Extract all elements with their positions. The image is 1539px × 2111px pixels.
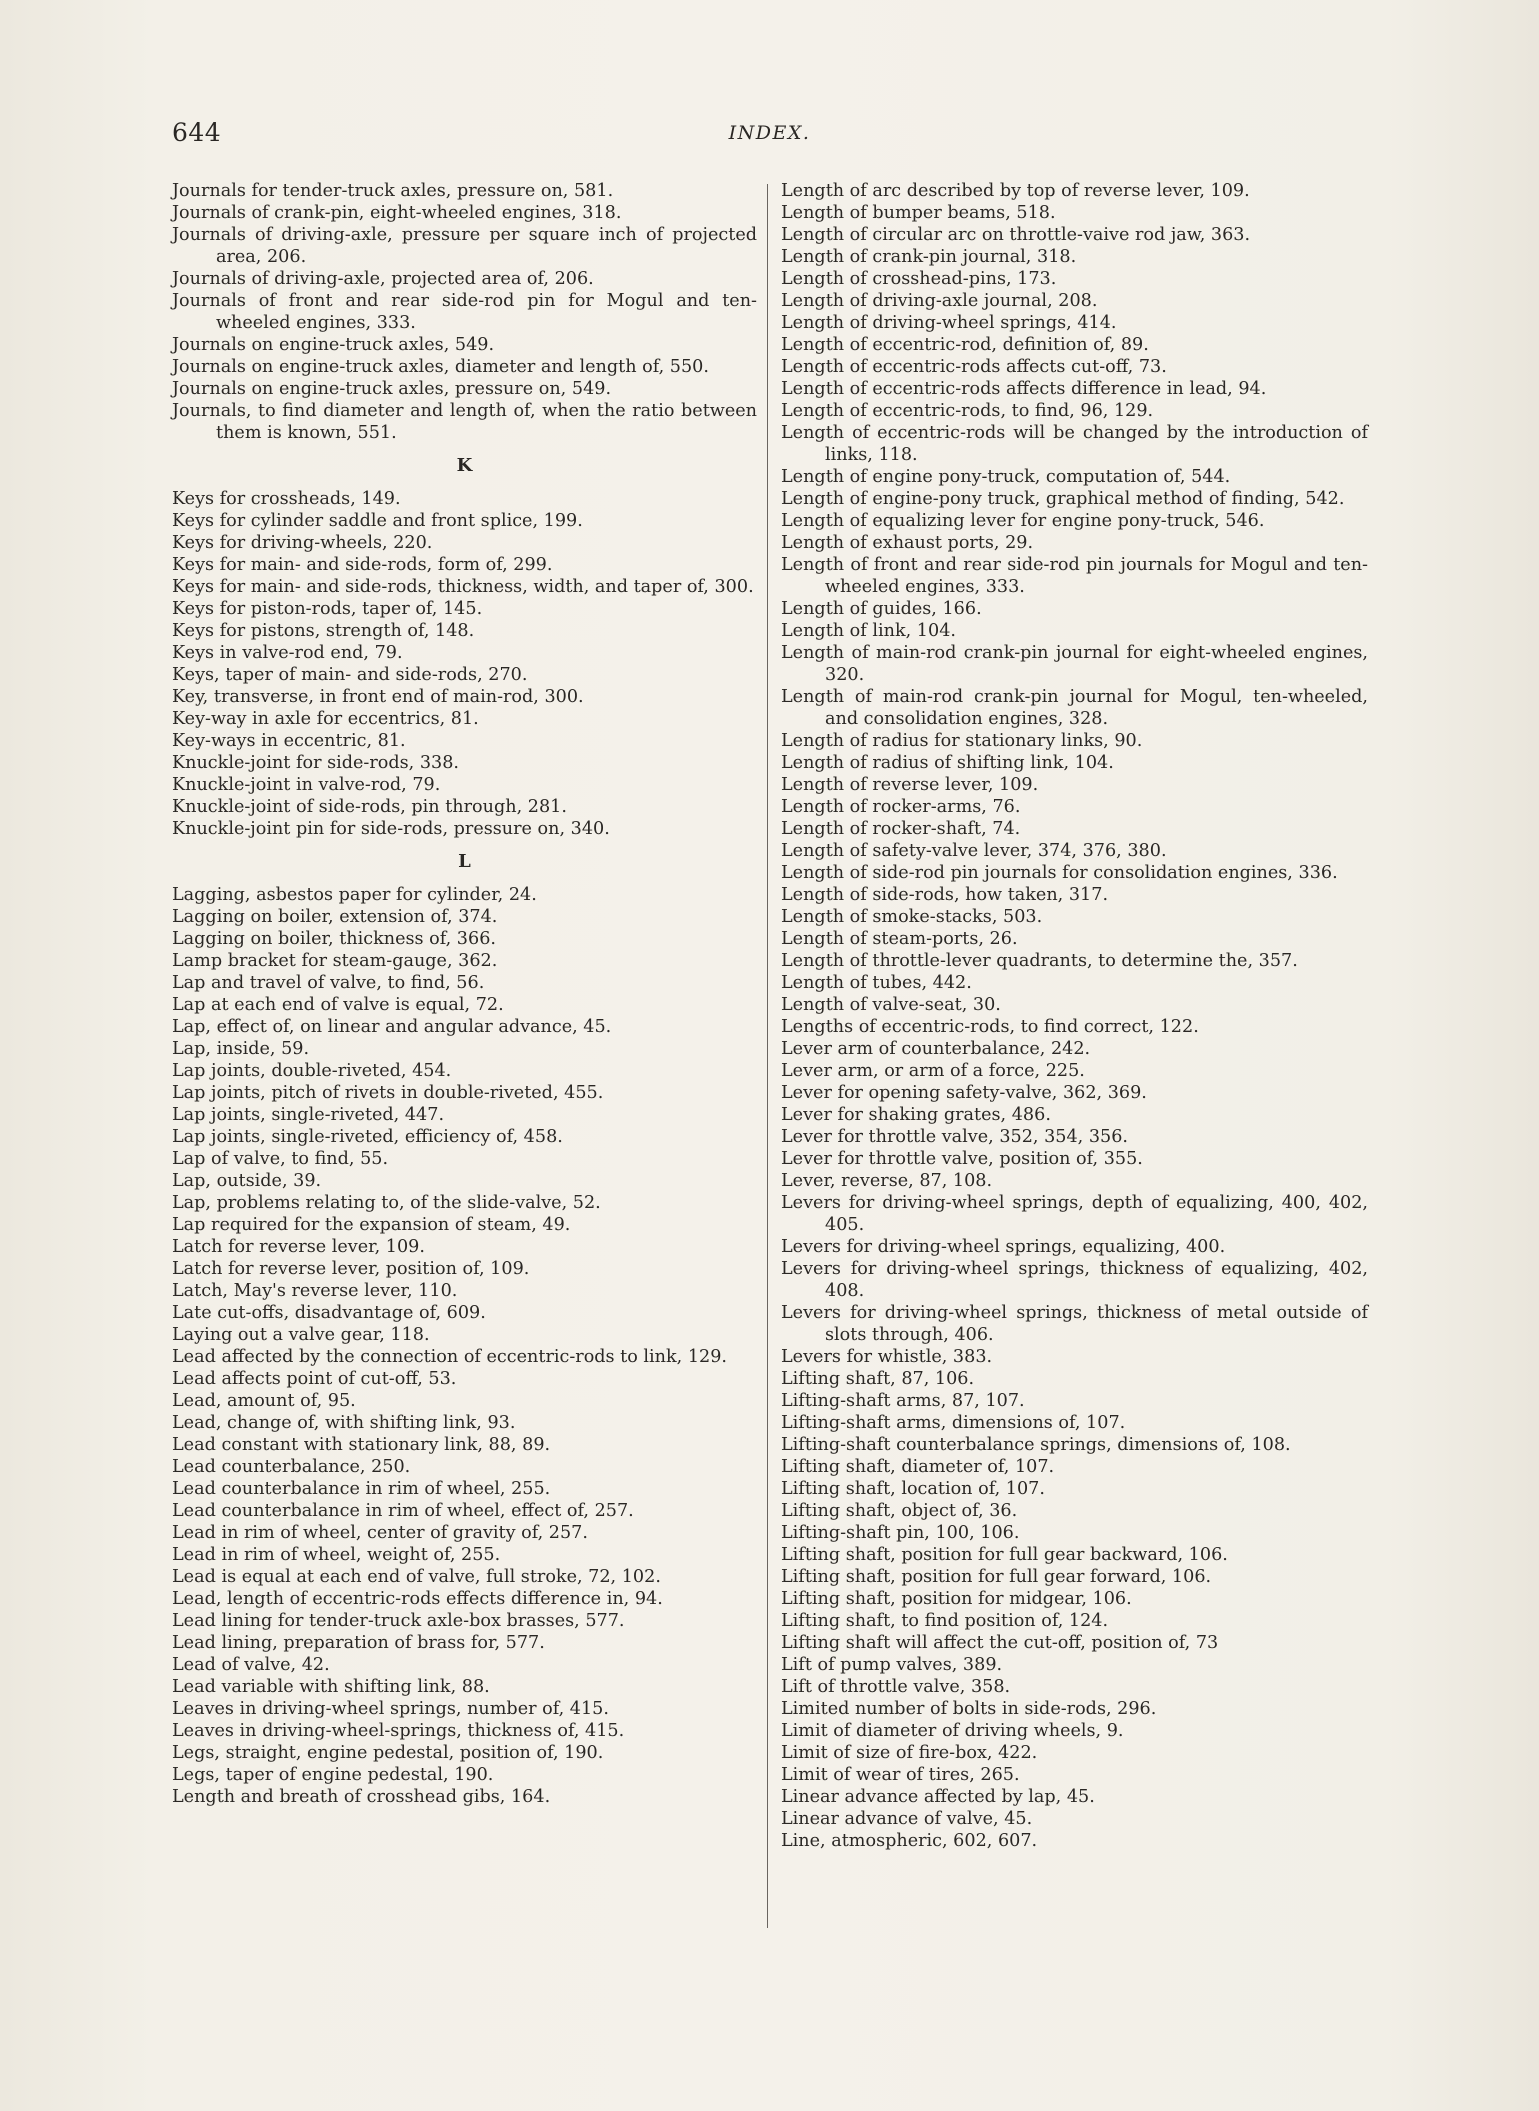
index-entry: Length of arc described by top of reverse lever, 109. [781,181,1250,201]
index-entry: Levers for driving-wheel springs, equalizing, 400. [781,1237,1226,1257]
index-entry: Journals of driving-axle, pressure per square inch of projected area, 206. [172,225,757,267]
index-entry: Lifting shaft, to find position of, 124. [781,1611,1109,1631]
index-entry: Lap joints, single-riveted, 447. [172,1105,445,1125]
index-entry: Lifting shaft, 87, 106. [781,1369,975,1389]
index-entry: Length of steam-ports, 26. [781,929,1018,949]
index-entry: Length of bumper beams, 518. [781,203,1056,223]
index-entry: Keys for pistons, strength of, 148. [172,621,475,641]
index-entry: Leaves in driving-wheel-springs, thickness of, 415. [172,1721,625,1741]
index-entry: Lever for shaking grates, 486. [781,1105,1051,1125]
index-entry: Levers for driving-wheel springs, thickness of metal outside of slots through, 406. [781,1303,1368,1345]
index-entry: Key-ways in eccentric, 81. [172,731,406,751]
index-entry: Lagging, asbestos paper for cylinder, 24. [172,885,537,905]
index-entry: Lifting-shaft arms, 87, 107. [781,1391,1025,1411]
index-entry: Lap joints, single-riveted, efficiency of, 458. [172,1127,563,1147]
index-entry: Latch for reverse lever, 109. [172,1237,425,1257]
index-entry: Lead lining for tender-truck axle-box brasses, 577. [172,1611,625,1631]
index-entry: Length of engine-pony truck, graphical method of finding, 542. [781,489,1345,509]
index-entry: Length of main-rod crank-pin journal for Mogul, ten-wheeled, and consolidation engines, 328. [781,687,1368,729]
index-entry: Lifting shaft will affect the cut-off, position of, 73 [781,1633,1219,1653]
index-entry: Length of valve-seat, 30. [781,995,1001,1015]
index-entry: Lead is equal at each end of valve, full stroke, 72, 102. [172,1567,661,1587]
index-entry: Lap joints, pitch of rivets in double-riveted, 455. [172,1083,604,1103]
index-entry: Journals for tender-truck axles, pressure on, 581. [172,181,614,201]
index-entry: Length of engine pony-truck, computation of, 544. [781,467,1231,487]
index-entry: Length of eccentric-rods affects difference in lead, 94. [781,379,1267,399]
index-entry: Lifting shaft, diameter of, 107. [781,1457,1055,1477]
index-entry: Length of side-rod pin journals for consolidation engines, 336. [781,863,1338,883]
index-entry: Line, atmospheric, 602, 607. [781,1831,1038,1851]
index-entry: Laying out a valve gear, 118. [172,1325,430,1345]
index-entry: Lengths of eccentric-rods, to find correct, 122. [781,1017,1199,1037]
index-entry: Length of rocker-shaft, 74. [781,819,1021,839]
index-entry: Journals, to find diameter and length of, when the ratio between them is known, 551. [172,401,757,443]
index-entry: Levers for whistle, 383. [781,1347,993,1367]
index-entry: Levers for driving-wheel springs, thickness of equalizing, 402, 408. [781,1259,1368,1301]
index-entry: Lifting-shaft counterbalance springs, dimensions of, 108. [781,1435,1291,1455]
index-entry: Length of throttle-lever quadrants, to determine the, 357. [781,951,1298,971]
index-entry: Lagging on boiler, extension of, 374. [172,907,498,927]
index-entry: Length of crank-pin journal, 318. [781,247,1077,267]
index-entry: Lift of pump valves, 389. [781,1655,1003,1675]
index-entry: Lead of valve, 42. [172,1655,330,1675]
index-entry: Journals of driving-axle, projected area of, 206. [172,269,594,289]
index-entry: Lap, effect of, on linear and angular advance, 45. [172,1017,612,1037]
index-entry: Lap of valve, to find, 55. [172,1149,389,1169]
index-entry: Late cut-offs, disadvantage of, 609. [172,1303,486,1323]
index-entry: Journals on engine-truck axles, diameter and length of, 550. [172,357,709,377]
index-entry: Lead counterbalance in rim of wheel, 255. [172,1479,551,1499]
index-entry: Keys for main- and side-rods, thickness, width, and taper of, 300. [172,577,754,597]
index-entry: Lever, reverse, 87, 108. [781,1171,993,1191]
index-column-left [172,180,757,1808]
index-entry: Length of side-rods, how taken, 317. [781,885,1109,905]
index-entry: Limit of diameter of driving wheels, 9. [781,1721,1124,1741]
index-entry: Keys for driving-wheels, 220. [172,533,433,553]
index-entry: Key-way in axle for eccentrics, 81. [172,709,479,729]
index-entry: Lead variable with shifting link, 88. [172,1677,490,1697]
index-entry: Lever arm, or arm of a force, 225. [781,1061,1085,1081]
index-entry: Lead affected by the connection of eccentric-rods to link, 129. [172,1347,728,1367]
index-entry: Lead constant with stationary link, 88, 89. [172,1435,551,1455]
index-entry: Latch for reverse lever, position of, 109. [172,1259,530,1279]
index-entry: Limit of wear of tires, 265. [781,1765,1020,1785]
index-entry: Length of eccentric-rods will be changed by the introduction of links, 118. [781,423,1368,465]
index-entry: Length of circular arc on throttle-vaive rod jaw, 363. [781,225,1251,245]
index-entry: Lifting shaft, location of, 107. [781,1479,1045,1499]
index-entry: Limited number of bolts in side-rods, 296. [781,1699,1157,1719]
index-entry: Lap, outside, 39. [172,1171,322,1191]
index-entry: Leaves in driving-wheel springs, number of, 415. [172,1699,609,1719]
index-entry: Lap joints, double-riveted, 454. [172,1061,452,1081]
index-entry: Lift of throttle valve, 358. [781,1677,1011,1697]
index-entry: Linear advance of valve, 45. [781,1809,1033,1829]
index-entry: Knuckle-joint of side-rods, pin through, 281. [172,797,567,817]
index-entry: Length of rocker-arms, 76. [781,797,1021,817]
index-entry: Length of eccentric-rod, definition of, 89. [781,335,1149,355]
index-entry: Linear advance affected by lap, 45. [781,1787,1095,1807]
index-entry: Length of equalizing lever for engine pony-truck, 546. [781,511,1265,531]
index-entry: Length of safety-valve lever, 374, 376, 380. [781,841,1167,861]
index-entry: Lap, problems relating to, of the slide-valve, 52. [172,1193,601,1213]
index-entry: Length of smoke-stacks, 503. [781,907,1043,927]
index-entry: Lifting shaft, position for full gear backward, 106. [781,1545,1228,1565]
index-entry: Lap required for the expansion of steam, 49. [172,1215,571,1235]
page-header [0,118,1539,158]
index-entry: Lead in rim of wheel, center of gravity of, 257. [172,1523,588,1543]
index-entry: Lifting-shaft pin, 100, 106. [781,1523,1020,1543]
index-letter-heading: K [456,455,473,476]
index-entry: Length of eccentric-rods, to find, 96, 129. [781,401,1154,421]
index-entry: Length of eccentric-rods affects cut-off, 73. [781,357,1167,377]
index-entry: Knuckle-joint pin for side-rods, pressure on, 340. [172,819,610,839]
index-column-right [781,180,1368,1852]
index-entry: Length of crosshead-pins, 173. [781,269,1057,289]
index-entry: Keys for crossheads, 149. [172,489,401,509]
index-entry: Levers for driving-wheel springs, depth of equalizing, 400, 402, 405. [781,1193,1368,1235]
index-entry: Lead, length of eccentric-rods effects difference in, 94. [172,1589,663,1609]
index-entry: Length of link, 104. [781,621,956,641]
index-entry: Lap and travel of valve, to find, 56. [172,973,485,993]
index-entry: Journals of front and rear side-rod pin for Mogul and ten-wheeled engines, 333. [172,291,757,333]
index-entry: Lead in rim of wheel, weight of, 255. [172,1545,501,1565]
index-entry: Lever for throttle valve, position of, 355. [781,1149,1143,1169]
index-entry: Lifting-shaft arms, dimensions of, 107. [781,1413,1126,1433]
index-entry: Length of driving-wheel springs, 414. [781,313,1117,333]
index-entry: Lead, change of, with shifting link, 93. [172,1413,516,1433]
index-entry: Lever for throttle valve, 352, 354, 356. [781,1127,1129,1147]
running-title: INDEX. [728,122,811,144]
index-entry: Length of exhaust ports, 29. [781,533,1034,553]
index-entry: Latch, May's reverse lever, 110. [172,1281,458,1301]
column-divider [767,184,768,1928]
index-entry: Length of radius for stationary links, 90. [781,731,1143,751]
index-entry: Length of main-rod crank-pin journal for eight-wheeled engines, 320. [781,643,1368,685]
index-entry: Lap at each end of valve is equal, 72. [172,995,504,1015]
index-entry: Keys for piston-rods, taper of, 145. [172,599,483,619]
index-entry: Lead counterbalance in rim of wheel, effect of, 257. [172,1501,634,1521]
index-entry: Journals on engine-truck axles, pressure on, 549. [172,379,612,399]
index-entry: Lagging on boiler, thickness of, 366. [172,929,496,949]
index-entry: Lead lining, preparation of brass for, 577. [172,1633,545,1653]
index-entry: Key, transverse, in front end of main-rod, 300. [172,687,584,707]
index-entry: Lamp bracket for steam-gauge, 362. [172,951,498,971]
index-entry: Length of guides, 166. [781,599,982,619]
index-entry: Limit of size of fire-box, 422. [781,1743,1038,1763]
index-entry: Legs, taper of engine pedestal, 190. [172,1765,494,1785]
index-entry: Length of front and rear side-rod pin journals for Mogul and ten-wheeled engines, 333. [781,555,1368,597]
index-entry: Lifting shaft, object of, 36. [781,1501,1018,1521]
index-entry: Lifting shaft, position for full gear forward, 106. [781,1567,1212,1587]
index-entry: Knuckle-joint in valve-rod, 79. [172,775,441,795]
index-entry: Keys in valve-rod end, 79. [172,643,403,663]
index-entry: Legs, straight, engine pedestal, position of, 190. [172,1743,604,1763]
index-entry: Keys for cylinder saddle and front splice, 199. [172,511,583,531]
index-entry: Journals on engine-truck axles, 549. [172,335,495,355]
index-entry: Lever arm of counterbalance, 242. [781,1039,1091,1059]
index-entry: Length of reverse lever, 109. [781,775,1039,795]
index-entry: Lead counterbalance, 250. [172,1457,411,1477]
index-entry: Length of radius of shifting link, 104. [781,753,1114,773]
index-entry: Lap, inside, 59. [172,1039,310,1059]
index-entry: Lead affects point of cut-off, 53. [172,1369,457,1389]
index-letter-heading: L [458,851,471,872]
index-entry: Length of tubes, 442. [781,973,972,993]
index-entry: Lead, amount of, 95. [172,1391,356,1411]
index-entry: Journals of crank-pin, eight-wheeled engines, 318. [172,203,622,223]
index-entry: Knuckle-joint for side-rods, 338. [172,753,460,773]
index-entry: Lever for opening safety-valve, 362, 369. [781,1083,1147,1103]
index-entry: Keys for main- and side-rods, form of, 299. [172,555,553,575]
page-number: 644 [172,118,222,147]
index-entry: Keys, taper of main- and side-rods, 270. [172,665,528,685]
index-entry: Length of driving-axle journal, 208. [781,291,1098,311]
index-entry: Length and breath of crosshead gibs, 164. [172,1787,551,1807]
index-entry: Lifting shaft, position for midgear, 106. [781,1589,1132,1609]
